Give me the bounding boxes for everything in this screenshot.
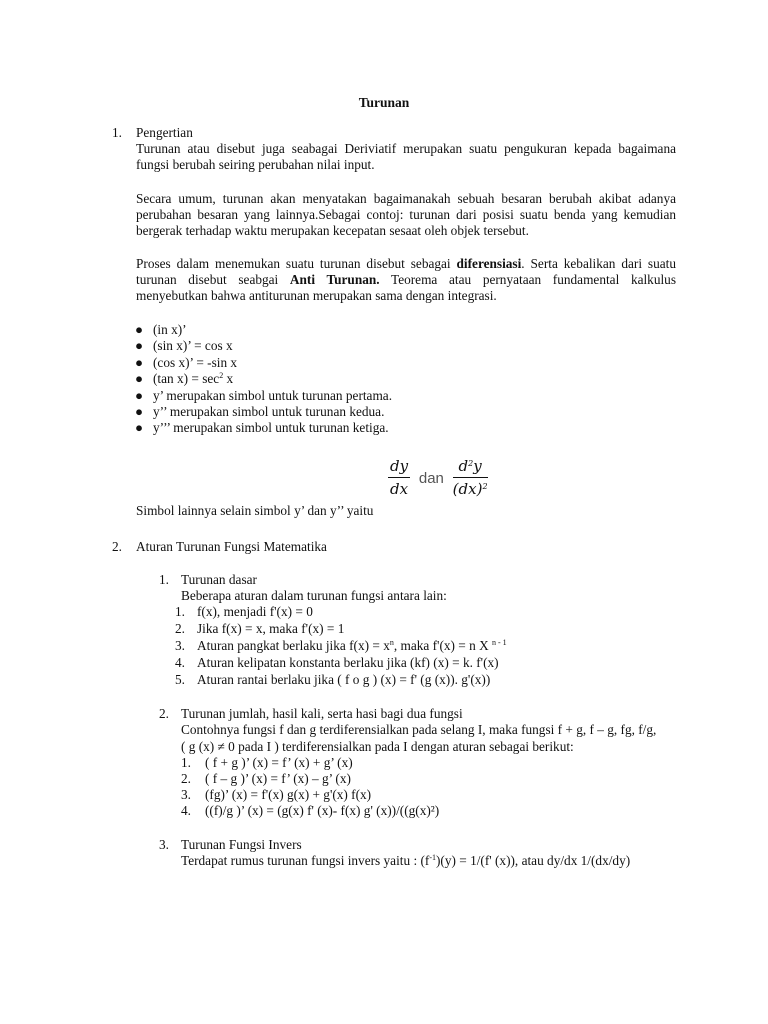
list-item: ● y’’ merupakan simbol untuk turunan kedua. [135,403,385,419]
sub1-number: 1. [159,572,169,587]
list-item: ● (in x)’ [135,322,187,337]
sub3-text: Terdapat rumus turunan fungsi invers yaitu : $(f^{-1})(y) = 1/(f'$ (x)), atau dy/dx 1/(dx/dy) [181,853,631,868]
bullet-list [135,322,392,437]
list-item: 3. Aturan pangkat berlaku jika $f(x) = x^n$, maka f'(x) = n X $^{n - 1}$ [175,638,507,653]
bullet-icon: ● [135,387,144,403]
bullet-icon: ● [135,338,144,354]
list-item: 1. f(x), menjadi f'(x) = 0 [175,604,313,619]
section-2-heading: Aturan Turunan Fungsi Matematika [136,539,327,554]
bullet-icon: ● [135,420,144,436]
sub3-number: 3. [159,837,169,852]
section-2-number: 2. [112,539,122,554]
page-title: Turunan [358,95,410,110]
list-item: 4. ((f)/g )’ (x) = (g(x) f' (x)- f(x) g' (x))/((g(x)²) [181,803,440,818]
list-item: ● (tan $x) = \sec^2 x$ [135,371,234,387]
sub1-intro: Beberapa aturan dalam turunan fungsi antara lain: [181,588,447,603]
sub2-intro-line1: Contohnya fungsi f dan g terdiferensialkan pada selang I, maka fungsi f + g, f – g, fg, f/g, [181,722,657,737]
list-item: 5. Aturan rantai berlaku jika ( f o g ) (x) = f' (g (x)). g'(x)) [175,672,491,687]
bullet-icon: ● [135,403,144,419]
derivative-notation-formula [388,458,488,498]
list-item: 2. Jika f(x) = x, maka f'(x) = 1 [175,621,345,636]
bullet-icon: ● [135,354,144,370]
para2-line3: bergerak terhadap waktu merupakan kecepatan sesaat oleh objek tersebut. [136,223,529,238]
list-item: 1. ( f + g )’ (x) = f’ (x) + g’ (x) [181,755,353,770]
list-item: ● y’ merupakan simbol untuk turunan pertama. [135,387,393,403]
bullet-icon: ● [135,371,144,387]
para2-line2: perubahan besaran yang lainnya.Sebagai contoj: turunan dari posisi suatu benda yang kemudian [136,207,676,222]
fraction-dy-dx: $\frac{dy}{dx}$ [390,457,409,498]
para1-line2: fungsi berubah seiring perubahan nilai input. [136,157,375,172]
list-item: ● (cos x)’ = -sin x [135,354,238,370]
list-item: ● y’’’ merupakan simbol untuk turunan ketiga. [135,420,389,436]
sub1-heading: Turunan dasar [181,572,257,587]
para3-line2: turunan disebut seabgai Anti Turunan. Teorema atau pernyataan fundamental kalkulus [136,272,676,287]
section-1-number: 1. [112,125,122,140]
list-item: 3. (fg)’ (x) = f'(x) g(x) + g'(x) f(x) [181,787,372,802]
para1-line1: Turunan atau disebut juga seabagai Deriviatif merupakan suatu pengukuran kepada bagaimana [136,141,676,156]
section-1-heading: Pengertian [136,125,193,140]
symbol-text: Simbol lainnya selain simbol y’ dan y’’ yaitu [136,503,374,518]
para3-line3: menyebutkan bahwa antiturunan merupakan sama dengan integrasi. [136,288,497,303]
para3-line1: Proses dalam menemukan suatu turunan disebut sebagai diferensiasi. Serta kebalikan dari suatu [136,256,677,271]
list-item: 2. ( f – g )’ (x) = f’ (x) – g’ (x) [181,771,351,786]
formula-dan: dan [418,469,444,487]
fraction-second-derivative: $\frac{d^2y}{(dx)^2}$ [452,457,488,498]
list-item: ● (sin x)’ = cos x [135,338,233,354]
list-item: 4. Aturan kelipatan konstanta berlaku jika (kf) (x) = k. f'(x) [175,655,499,670]
bullet-icon: ● [135,322,144,337]
sub2-intro-line2: ( g (x) ≠ 0 pada I ) terdiferensialkan pada I dengan aturan sebagai berikut: [181,739,574,754]
sub3-heading: Turunan Fungsi Invers [181,837,302,852]
sub2-heading: Turunan jumlah, hasil kali, serta hasi bagi dua fungsi [181,706,463,721]
sub2-number: 2. [159,706,169,721]
para2-line1: Secara umum, turunan akan menyatakan bagaimanakah sebuah besaran berubah akibat adanya [136,191,676,206]
